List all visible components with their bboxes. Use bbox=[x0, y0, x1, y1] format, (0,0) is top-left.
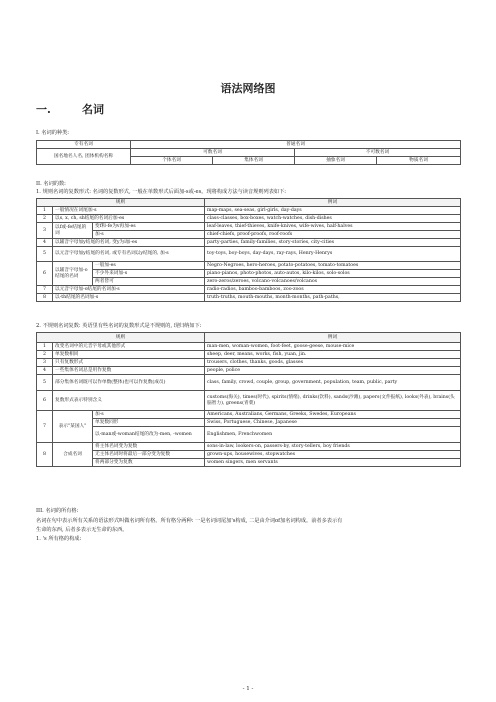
table-row bbox=[37, 351, 461, 359]
table-cell: 集体名词 bbox=[213, 157, 295, 165]
example-cell: toy-toys, boy-boys, day-days, ray-rays, Henry-Henrys bbox=[205, 247, 461, 262]
sub-rule-cell: 一般加-es bbox=[93, 262, 205, 270]
sub-rule-cell: 无主体名词时将最后一部分变为复数 bbox=[93, 451, 205, 459]
possessive-text: 名词在句中表示所有关系的语法形式叫做名词所有格。所有格分两种: 一是名词词尾加's构成, 二是由介词of加名词构成。前者多表示有 bbox=[36, 518, 343, 524]
table-cell: 专有名词 bbox=[37, 141, 131, 149]
possessive-heading: III. 名词的所有格: bbox=[36, 508, 79, 514]
example-cell: sons-in-law, lookers-on, passers-by, story-tellers, boy friends bbox=[205, 443, 461, 451]
irregular-plural-table bbox=[36, 332, 461, 467]
row-number: 3 bbox=[37, 359, 53, 367]
sub-rule-cell: 将主体名词变为复数 bbox=[93, 443, 205, 451]
table-row bbox=[37, 451, 461, 459]
example-cell: Englishmen, Frenchwomen bbox=[205, 427, 461, 443]
row-number: 5 bbox=[37, 375, 53, 391]
table-row bbox=[37, 443, 461, 451]
example-cell: customs(海关), times(时代), spirits(情绪), drinks(饮料), sands(沙滩), papers(文件报纸), looks(外表), brains(头脑智力), greens(青菜) bbox=[205, 391, 461, 411]
table-cell: 不可数名词 bbox=[295, 149, 461, 157]
table-header-cell: 规则 bbox=[37, 199, 205, 207]
example-cell: sheep, deer, means, works, fish, yuan, jin. bbox=[205, 351, 461, 359]
table-cell: 物质名词 bbox=[377, 157, 461, 165]
table-row bbox=[37, 215, 461, 223]
possessive-subheading: 1. 's 所有格的构成: bbox=[36, 536, 82, 542]
noun-number-heading: II. 名词的数: bbox=[36, 181, 66, 187]
rule-cell: 以辅音字母加-o结尾的名词 bbox=[53, 262, 93, 286]
sub-rule-cell: 以-man或-woman结尾的改为-men, -women bbox=[93, 427, 205, 443]
row-number: 7 bbox=[37, 411, 53, 443]
rule-cell: 以-th结尾的名词加-s bbox=[53, 294, 205, 302]
row-number: 5 bbox=[37, 247, 53, 262]
table-row bbox=[37, 231, 461, 239]
sub-rule-cell: 加-s bbox=[93, 411, 205, 419]
example-cell: Americans, Australians, Germans, Greeks, Swedes, Europeans bbox=[205, 411, 461, 419]
table-row bbox=[37, 419, 461, 427]
example-cell: class, family, crowd, couple, group, government, population, team, public, party bbox=[205, 375, 461, 391]
row-number: 8 bbox=[37, 443, 53, 467]
example-cell: radio-radios, bamboo-bamboos, zoo-zoos bbox=[205, 286, 461, 294]
rule-cell: 部分集体名词既可以作单数(整体)也可以作复数(成员) bbox=[53, 375, 205, 391]
example-cell: people, police bbox=[205, 367, 461, 375]
example-cell: party-parties, family-families, story-stories, city-cities bbox=[205, 239, 461, 247]
table-cell: 普通名词 bbox=[131, 141, 461, 149]
sub-rule-cell: 两者皆可 bbox=[93, 278, 205, 286]
sub-rule-cell: 变f和-fe为v再加-es bbox=[93, 223, 205, 231]
table-row bbox=[37, 459, 461, 467]
page-number: - 1 - bbox=[242, 686, 254, 692]
table-row bbox=[37, 286, 461, 294]
sub-rule-cell: 将两部分变为复数 bbox=[93, 459, 205, 467]
table-cell: 国名地名人名, 团体机构名称 bbox=[37, 149, 131, 165]
table-row bbox=[37, 359, 461, 367]
example-cell: man-men, woman-women, foot-feet, goose-geese, mouse-mice bbox=[205, 343, 461, 351]
table-row bbox=[37, 270, 461, 278]
rule-cell: 改变名词中的元音字母或其他形式 bbox=[53, 343, 205, 351]
table-cell: 抽象名词 bbox=[295, 157, 377, 165]
sub-rule-cell: 加-s bbox=[93, 231, 205, 239]
table-row bbox=[37, 207, 461, 215]
noun-kinds-heading: I. 名词的种类: bbox=[36, 130, 70, 136]
table-row bbox=[37, 247, 461, 262]
example-cell: trousers, clothes, thanks, goods, glasses bbox=[205, 359, 461, 367]
row-number: 2 bbox=[37, 215, 53, 223]
rule-cell: 一些集体名词总是用作复数 bbox=[53, 367, 205, 375]
table-row bbox=[37, 343, 461, 351]
irregular-plural-intro: 2. 不规则名词复数: 英语里有些名词的复数形式是不规则的, 现归纳如下: bbox=[36, 323, 202, 329]
example-cell: piano-pianos, photo-photos, auto-autos, kilo-kilos, solo-solos bbox=[205, 270, 461, 278]
table-row bbox=[37, 391, 461, 411]
row-number: 4 bbox=[37, 239, 53, 247]
rule-cell: 以元音字母加y结尾的名词, 或专有名词以y结尾的, 加-s bbox=[53, 247, 205, 262]
row-number: 2 bbox=[37, 351, 53, 359]
table-row bbox=[37, 375, 461, 391]
table-row bbox=[37, 262, 461, 270]
table-cell: 个体名词 bbox=[131, 157, 213, 165]
regular-plural-intro: 1. 规则名词的复数形式: 名词的复数形式, 一般在单数形式后面加-s或-es。现将构成方法与读音规则列表如下: bbox=[36, 189, 287, 195]
table-row bbox=[37, 239, 461, 247]
example-cell: truth-truths, mouth-mouths, month-months, path-paths, bbox=[205, 294, 461, 302]
example-cell: grown-ups, housewives, stopwatches bbox=[205, 451, 461, 459]
rule-cell: 以f或-fe结尾的词 bbox=[53, 223, 93, 239]
sub-rule-cell: 不少外来词加-s bbox=[93, 270, 205, 278]
example-cell: Negro-Negroes, hero-heroes, potato-potatoes, tomato-tomatoes bbox=[205, 262, 461, 270]
rule-cell: 一般情况在词尾加-s bbox=[53, 207, 205, 215]
table-row bbox=[37, 411, 461, 419]
rule-cell: 合成名词 bbox=[53, 443, 93, 467]
table-row bbox=[37, 367, 461, 375]
noun-kinds-table bbox=[36, 140, 461, 165]
rule-cell: 表示"某国人" bbox=[53, 411, 93, 443]
section-heading bbox=[36, 101, 104, 117]
table-row bbox=[37, 294, 461, 302]
example-cell: leaf-leaves, thief-thieves, knife-knives, wife-wives, half-halves bbox=[205, 223, 461, 231]
row-number: 4 bbox=[37, 367, 53, 375]
rule-cell: 以s, x, ch, sh结尾的名词后加-es bbox=[53, 215, 205, 223]
rule-cell: 单复数相同 bbox=[53, 351, 205, 359]
row-number: 6 bbox=[37, 391, 53, 411]
sub-rule-cell: 单复数同形 bbox=[93, 419, 205, 427]
rule-cell: 以辅音字母加y结尾的名词, 变y为i加-es bbox=[53, 239, 205, 247]
row-number: 8 bbox=[37, 294, 53, 302]
table-row bbox=[37, 427, 461, 443]
possessive-text: 生命的东西, 后者多表示无生命的东西。 bbox=[36, 527, 128, 533]
example-cell: class-classes, box-boxes, watch-watches, dish-dishes bbox=[205, 215, 461, 223]
table-header-cell: 例词 bbox=[205, 333, 461, 343]
table-header-cell: 规则 bbox=[37, 333, 205, 343]
row-number: 6 bbox=[37, 262, 53, 286]
row-number: 7 bbox=[37, 286, 53, 294]
example-cell: women singers, men servants bbox=[205, 459, 461, 467]
example-cell: chief-chiefs, proof-proofs, roof-roofs bbox=[205, 231, 461, 239]
document-title: 语法网络图 bbox=[220, 82, 276, 95]
example-cell: zero-zeros/zeroes, volcano-volcanoes/volcanos bbox=[205, 278, 461, 286]
rule-cell: 只有复数形式 bbox=[53, 359, 205, 367]
section-number: 一. bbox=[36, 103, 51, 116]
row-number: 1 bbox=[37, 207, 53, 215]
regular-plural-table bbox=[36, 198, 461, 302]
table-cell: 可数名词 bbox=[131, 149, 295, 157]
table-row bbox=[37, 223, 461, 231]
example-cell: Swiss, Portuguese, Chinese, Japanese bbox=[205, 419, 461, 427]
table-row bbox=[37, 278, 461, 286]
row-number: 1 bbox=[37, 343, 53, 351]
rule-cell: 以元音字母加-o结尾的名词加-s bbox=[53, 286, 205, 294]
row-number: 3 bbox=[37, 223, 53, 239]
table-header-cell: 例词 bbox=[205, 199, 461, 207]
section-title: 名词 bbox=[82, 103, 104, 116]
rule-cell: 复数形式表示特别含义 bbox=[53, 391, 205, 411]
example-cell: map-maps, sea-seas, girl-girls, day-days bbox=[205, 207, 461, 215]
